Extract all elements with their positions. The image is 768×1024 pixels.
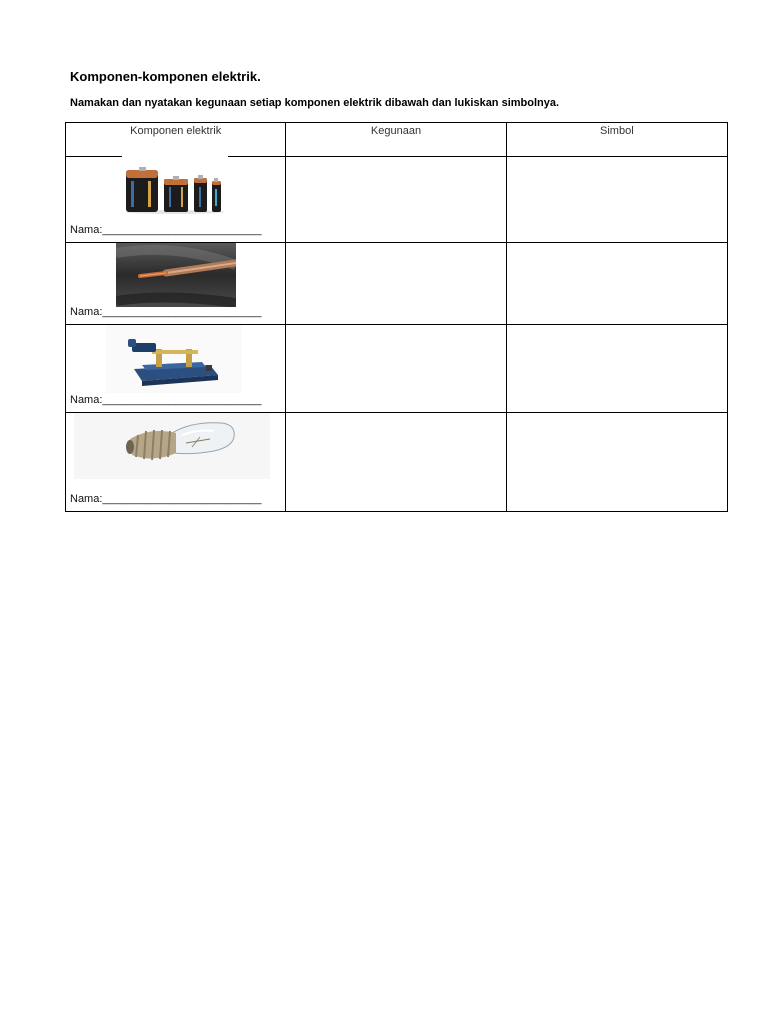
simbol-cell — [506, 325, 727, 413]
table-row — [66, 325, 728, 413]
component-cell-bulb — [66, 413, 286, 512]
simbol-cell — [506, 157, 727, 243]
bulb-image — [74, 413, 270, 479]
kegunaan-cell — [286, 325, 506, 413]
components-table — [65, 122, 728, 512]
table-row — [66, 413, 728, 512]
simbol-cell — [506, 413, 727, 512]
table-row — [66, 157, 728, 243]
name-label: Nama:__________________________ — [70, 493, 262, 505]
name-label: Nama:__________________________ — [70, 224, 262, 236]
header-kegunaan: Kegunaan — [286, 123, 506, 157]
kegunaan-cell — [286, 243, 506, 325]
worksheet-title: Komponen-komponen elektrik. — [70, 69, 261, 84]
name-label: Nama:__________________________ — [70, 306, 262, 318]
component-cell-wire — [66, 243, 286, 325]
switch-image — [106, 325, 242, 393]
worksheet-instruction: Namakan dan nyatakan kegunaan setiap komponen elektrik dibawah dan lukiskan simbolnya. — [70, 97, 560, 109]
kegunaan-cell — [286, 413, 506, 512]
kegunaan-cell — [286, 157, 506, 243]
header-simbol: Simbol — [506, 123, 727, 157]
battery-image — [122, 165, 228, 215]
simbol-cell — [506, 243, 727, 325]
name-label: Nama:__________________________ — [70, 394, 262, 406]
component-cell-switch — [66, 325, 286, 413]
wire-image — [116, 243, 236, 307]
table-row — [66, 243, 728, 325]
component-cell-battery — [66, 157, 286, 243]
header-component: Komponen elektrik — [66, 123, 286, 157]
table-header-row — [66, 123, 728, 157]
